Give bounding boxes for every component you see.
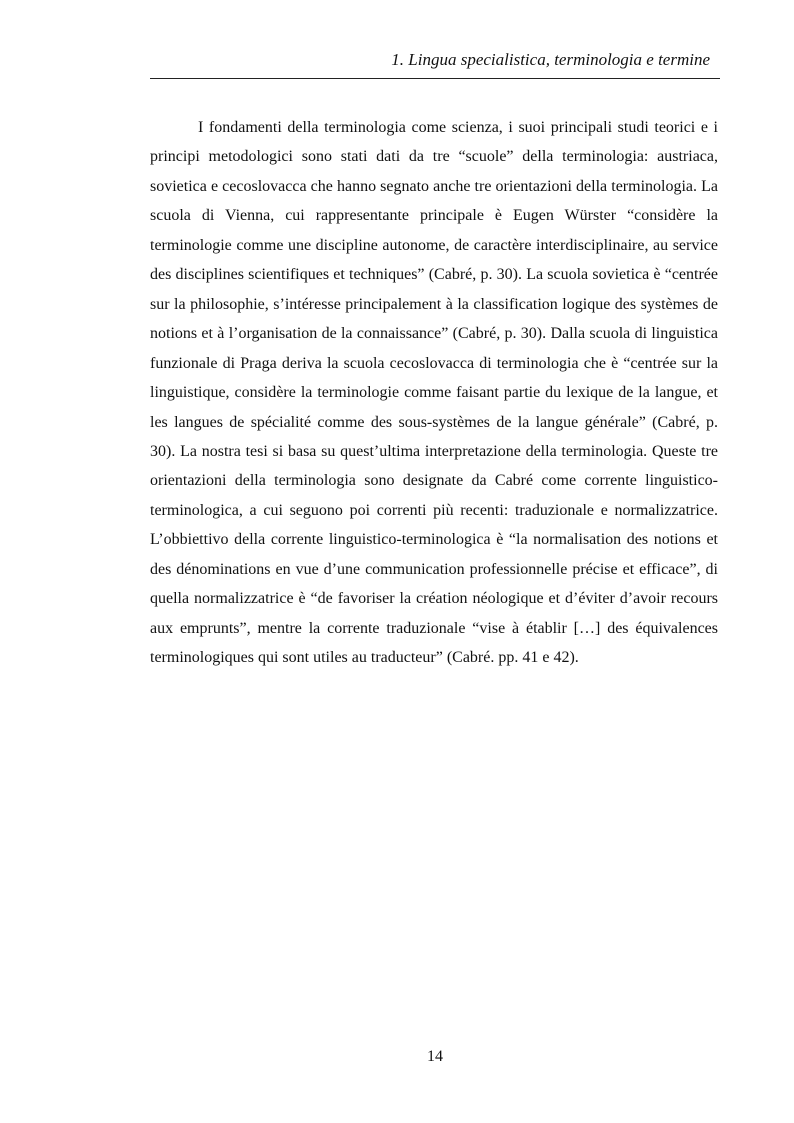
body-paragraph: I fondamenti della terminologia come scienza, i suoi principali studi teorici e i principi metodologici sono stati dati da tre “scuole” della terminologia: austriaca, sovietica e cecoslovacca che hanno segnato anche tre orientazioni della terminologia. La scuola di Vienna, cui rappresentante principale è Eugen Würster “considère la terminologie comme une discipline autonome, de caractère interdisciplinaire, au service des disciplines scientifiques et techniques” (Cabré, p. 30). La scuola sovietica è “centrée sur la philosophie, s’intéresse principalement à la classification logique des systèmes de notions et à l’organisation de la connaissance” (Cabré, p. 30). Dalla scuola di linguistica funzionale di Praga deriva la scuola cecoslovacca di terminologia che è “centrée sur la linguistique, considère la terminologie comme faisant partie du lexique de la langue, et les langues de spécialité comme des sous-systèmes de la langue générale” (Cabré, p. 30). La nostra tesi si basa su quest’ultima interpretazione della terminologia. Queste tre orientazioni della terminologia sono designate da Cabré come corrente linguistico-terminologica, a cui seguono poi correnti più recenti: traduzionale e normalizzatrice. L’obbiettivo della corrente linguistico-terminologica è “la normalisation des notions et des dénominations en vue d’une communication professionnelle précise et efficace”, di quella normalizzatrice è “de favoriser la création néologique et d’éviter d’avoir recours aux emprunts”, mentre la corrente traduzionale “vise à établir […] des équivalences terminologiques qui sont utiles au traducteur” (Cabré. pp. 41 e 42). — [150, 119, 718, 667]
header-divider — [150, 78, 720, 79]
page-number: 14 — [427, 1048, 443, 1065]
running-header-title: 1. Lingua specialistica, terminologia e termine — [391, 50, 710, 69]
